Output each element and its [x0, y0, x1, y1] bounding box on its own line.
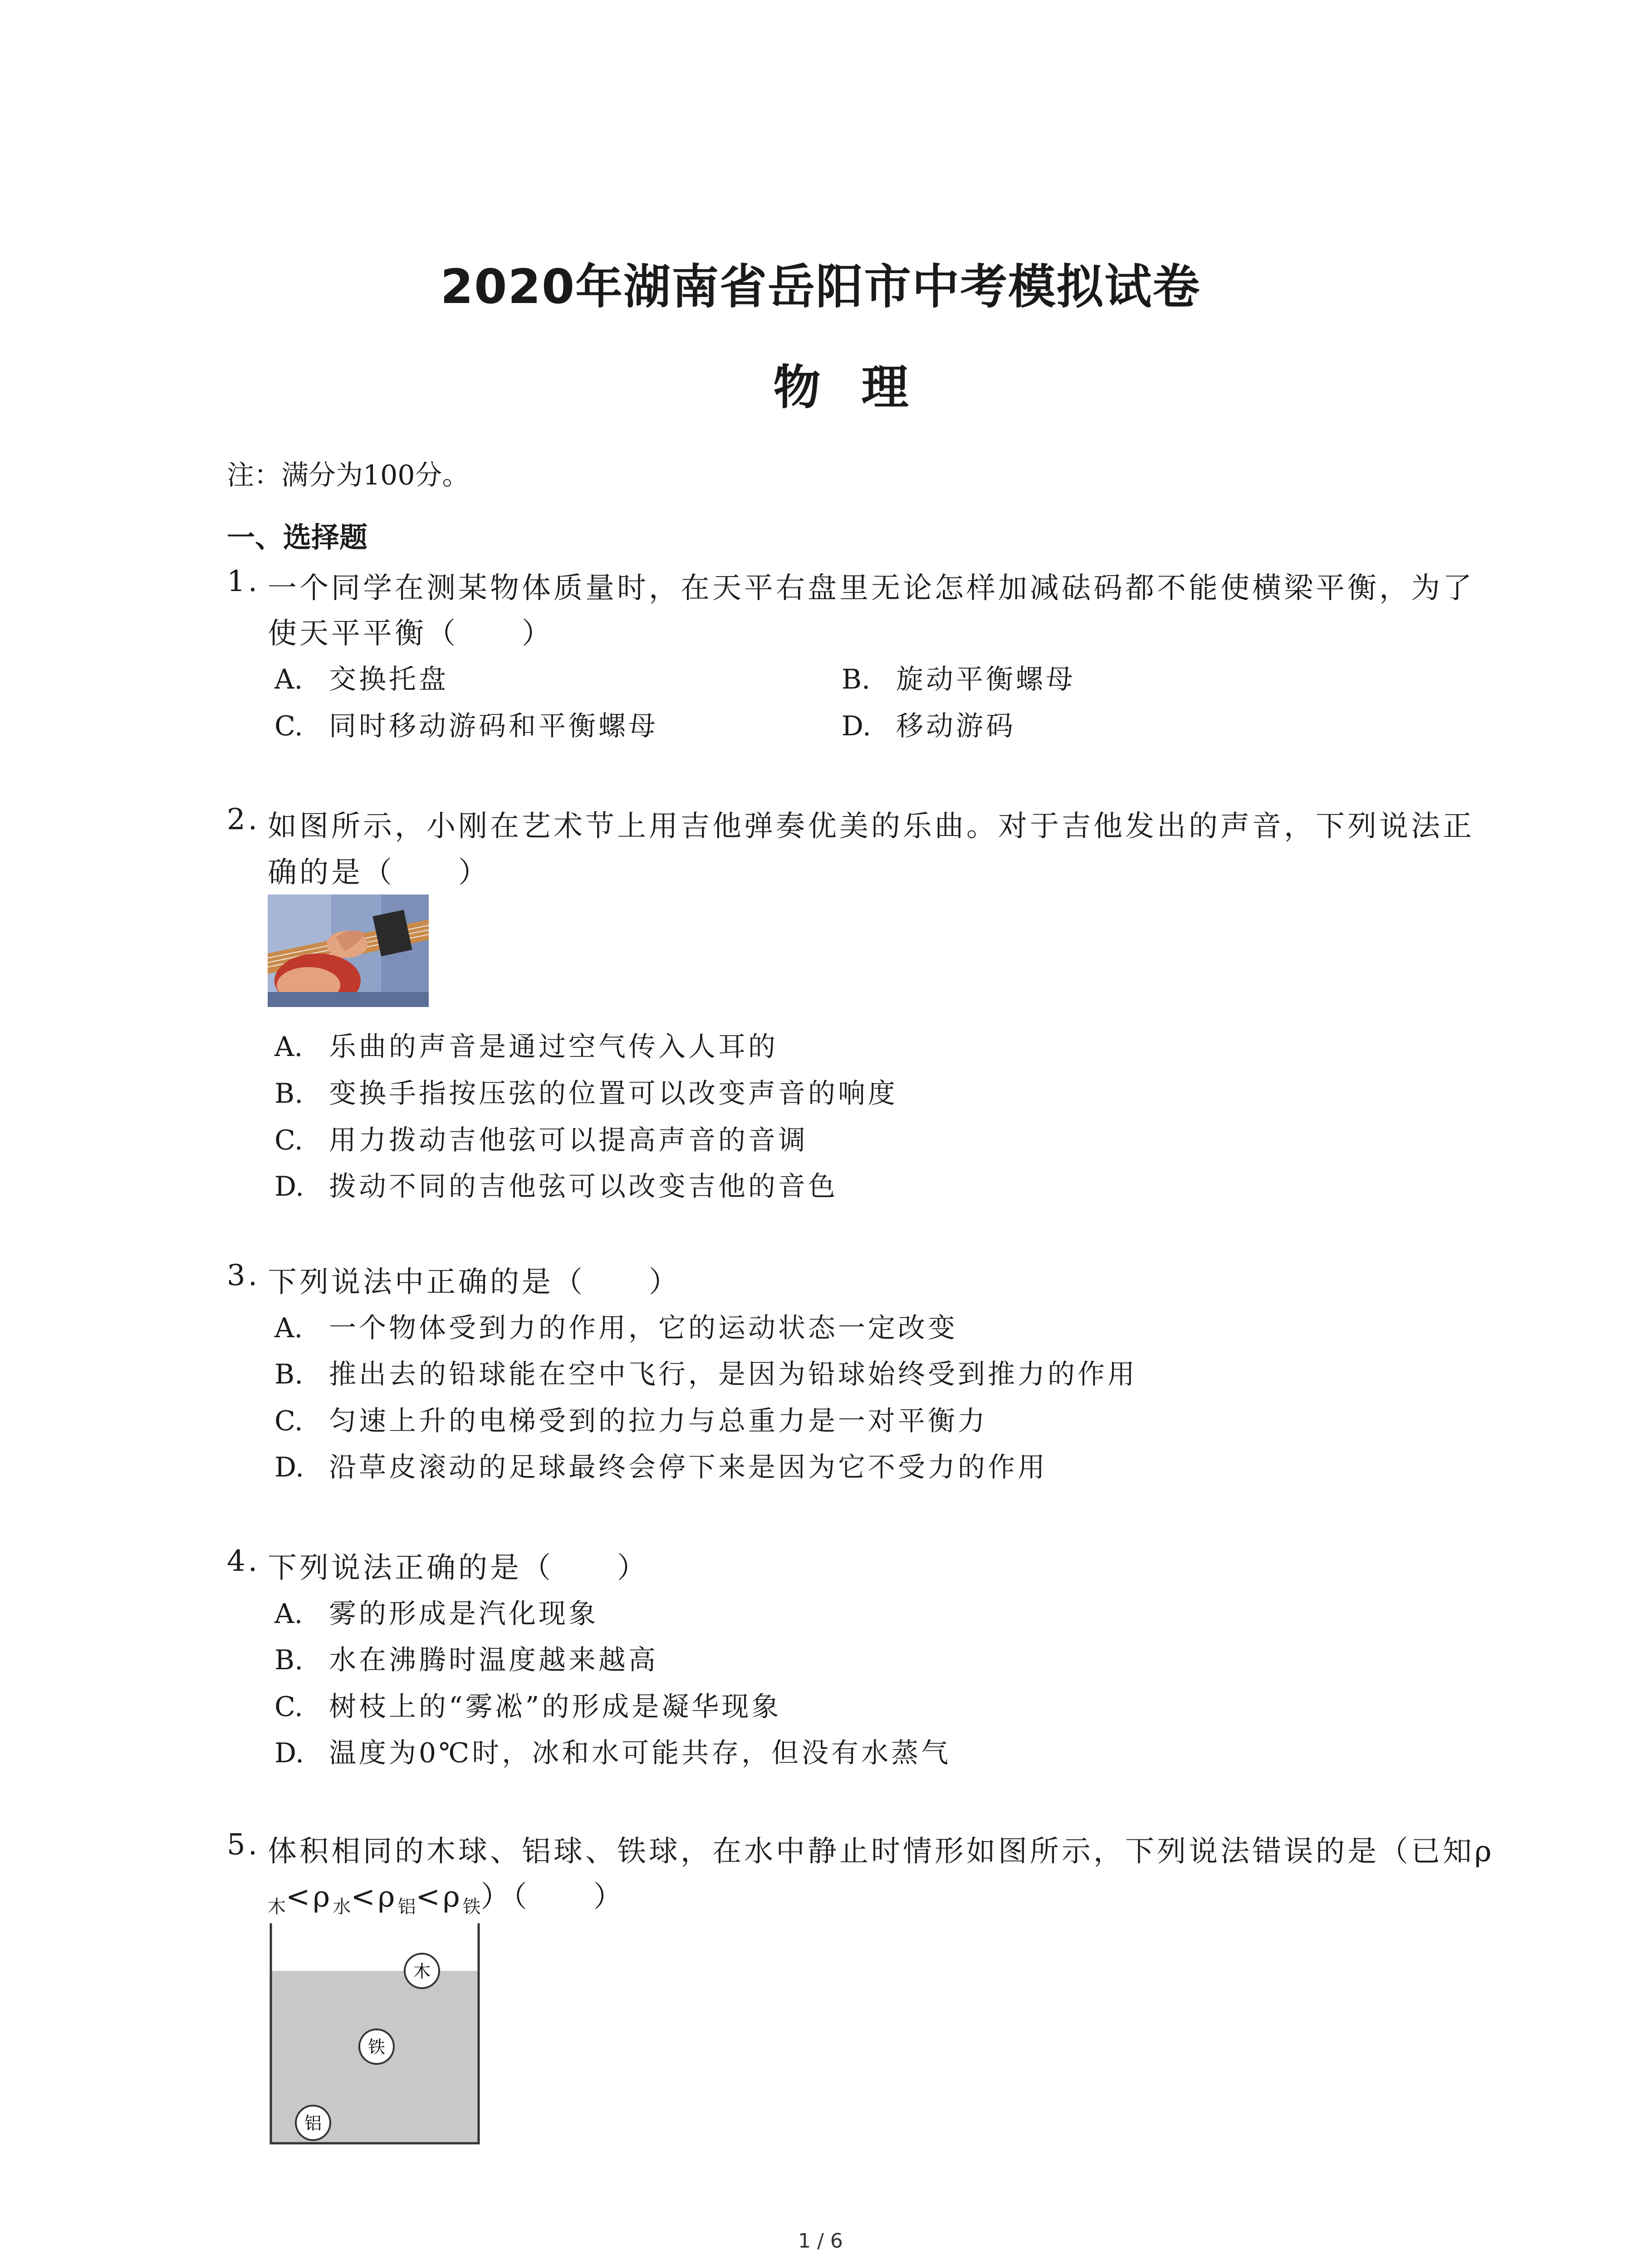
question-tail: ）（ ） [480, 1880, 625, 1914]
wood-ball-label: 木 [413, 1961, 431, 1981]
question-text-line: 下列说法正确的是（ ） [268, 1551, 649, 1585]
option-key: D. [274, 1452, 304, 1483]
option-key: A. [274, 1031, 303, 1063]
subscript-water: 水 [333, 1897, 351, 1917]
page-number: 1 / 6 [798, 2229, 843, 2253]
option-a[interactable] [274, 1025, 778, 1064]
option-key: B. [274, 1078, 304, 1110]
option-text: 沿草皮滚动的足球最终会停下来是因为它不受力的作用 [329, 1452, 1048, 1483]
option-text: 拨动不同的吉他弦可以改变吉他的音色 [329, 1171, 838, 1202]
option-text: 温度为0℃时，冰和水可能共存，但没有水蒸气 [329, 1737, 951, 1769]
iron-ball-label: 铁 [367, 2037, 386, 2057]
subscript-iron: 铁 [462, 1897, 481, 1917]
option-d[interactable] [274, 1446, 1048, 1485]
subject-title: 物理 [773, 360, 950, 415]
beaker-figure [265, 1923, 483, 2150]
option-b[interactable] [274, 1638, 658, 1677]
page-title: 2020年湖南省岳阳市中考模拟试卷 [440, 259, 1201, 314]
question-text-line: 使天平平衡（ ） [268, 617, 554, 650]
option-key: C. [274, 710, 303, 742]
option-text: 旋动平衡螺母 [896, 664, 1076, 695]
option-b[interactable] [274, 1072, 898, 1111]
option-c[interactable] [274, 704, 658, 743]
guitar-photo-illustration [268, 894, 429, 1007]
option-text: 变换手指按压弦的位置可以改变声音的响度 [329, 1078, 898, 1110]
question-number: 3. [227, 1259, 260, 1292]
rho-symbol: ρ [313, 1880, 333, 1914]
option-text: 树枝上的“雾凇”的形成是凝华现象 [329, 1691, 782, 1723]
question-text-line: 下列说法中正确的是（ ） [268, 1266, 681, 1299]
option-d[interactable] [274, 1731, 951, 1770]
option-key: D. [274, 1171, 304, 1202]
option-key: A. [274, 1598, 303, 1630]
option-text: 匀速上升的电梯受到的拉力与总重力是一对平衡力 [329, 1405, 988, 1437]
question-text-line: 体积相同的木球、铝球、铁球，在水中静止时情形如图所示，下列说法错误的是（已知ρ [268, 1835, 1494, 1868]
question-text-line: 一个同学在测某物体质量时，在天平右盘里无论怎样加减砝码都不能使横梁平衡，为了 [268, 572, 1474, 605]
aluminum-ball [296, 2106, 330, 2140]
option-a[interactable] [274, 1306, 958, 1345]
option-text: 用力拨动吉他弦可以提高声音的音调 [329, 1124, 808, 1156]
option-d[interactable] [842, 704, 1016, 743]
option-a[interactable] [274, 658, 449, 697]
subscript-aluminum: 铝 [397, 1897, 416, 1917]
question-number: 4. [227, 1545, 260, 1578]
option-key: C. [274, 1405, 303, 1437]
question-text-line: 如图所示，小刚在艺术节上用吉他弹奏优美的乐曲。对于吉他发出的声音，下列说法正 [268, 810, 1474, 843]
guitar-photo [268, 894, 429, 1007]
iron-ball [359, 2029, 394, 2064]
option-text: 水在沸腾时温度越来越高 [329, 1644, 658, 1676]
question-text-line: 确的是（ ） [268, 856, 490, 890]
option-key: B. [842, 664, 871, 695]
score-note: 注：满分为100分。 [227, 459, 470, 491]
option-d[interactable] [274, 1165, 838, 1204]
option-key: B. [274, 1644, 304, 1676]
question-number: 2. [227, 803, 260, 836]
less-than: < [351, 1880, 378, 1914]
aluminum-ball-label: 铝 [304, 2113, 322, 2133]
option-key: D. [274, 1737, 304, 1769]
option-key: A. [274, 1312, 303, 1344]
option-b[interactable] [842, 658, 1076, 697]
option-b[interactable] [274, 1353, 1137, 1392]
option-text: 推出去的铅球能在空中飞行，是因为铅球始终受到推力的作用 [329, 1359, 1137, 1390]
option-text: 同时移动游码和平衡螺母 [329, 710, 658, 742]
less-than: < [286, 1880, 313, 1914]
option-text: 雾的形成是汽化现象 [329, 1598, 598, 1630]
section-title: 一、选择题 [227, 521, 368, 554]
question-number: 5. [227, 1828, 260, 1862]
option-text: 一个物体受到力的作用，它的运动状态一定改变 [329, 1312, 958, 1344]
option-text: 交换托盘 [329, 664, 449, 695]
wood-ball [405, 1954, 439, 1988]
option-key: B. [274, 1359, 304, 1390]
less-than: < [416, 1880, 443, 1914]
question-number: 1. [227, 565, 260, 598]
subscript-wood: 木 [268, 1897, 286, 1917]
density-inequality [268, 1873, 625, 1918]
option-key: C. [274, 1691, 303, 1723]
option-c[interactable] [274, 1399, 988, 1438]
option-text: 移动游码 [896, 710, 1016, 742]
option-c[interactable] [274, 1119, 808, 1158]
option-key: D. [842, 710, 872, 742]
option-text: 乐曲的声音是通过空气传入人耳的 [329, 1031, 778, 1063]
option-c[interactable] [274, 1685, 781, 1724]
rho-symbol: ρ [377, 1880, 398, 1914]
option-key: A. [274, 664, 303, 695]
option-a[interactable] [274, 1592, 598, 1631]
rho-symbol: ρ [443, 1880, 463, 1914]
option-key: C. [274, 1124, 303, 1156]
